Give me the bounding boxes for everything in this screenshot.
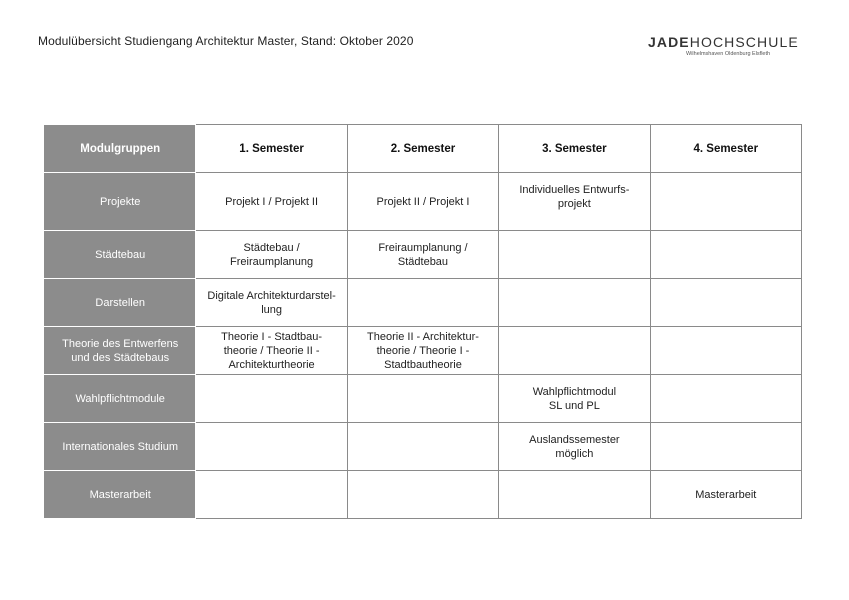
semester-3-cell <box>499 231 650 279</box>
semester-1-cell <box>196 375 347 423</box>
table-header-row <box>45 125 802 173</box>
semester-3-cell <box>499 327 650 375</box>
semester-2-cell <box>347 471 498 519</box>
semester-2-cell <box>347 375 498 423</box>
semester-3-cell: Auslandssemester möglich <box>499 423 650 471</box>
header-semester-2: 2. Semester <box>347 125 498 173</box>
header-semester-4: 4. Semester <box>650 125 801 173</box>
table-body <box>45 173 802 519</box>
logo-name-regular: HOCHSCHULE <box>689 34 799 50</box>
semester-3-cell: Wahlpflichtmodul SL und PL <box>499 375 650 423</box>
semester-4-cell <box>650 327 801 375</box>
table-row <box>45 375 802 423</box>
semester-2-cell: Projekt II / Projekt I <box>347 173 498 231</box>
table-row <box>45 471 802 519</box>
table-row <box>45 423 802 471</box>
logo-wordmark <box>648 34 798 50</box>
semester-1-cell: Theorie I - Stadtbau- theorie / Theorie II - Architekturtheorie <box>196 327 347 375</box>
jade-hochschule-logo <box>648 34 798 57</box>
semester-2-cell <box>347 279 498 327</box>
semester-4-cell <box>650 173 801 231</box>
module-group-label: Projekte <box>45 173 196 231</box>
semester-2-cell <box>347 423 498 471</box>
semester-4-cell <box>650 423 801 471</box>
logo-subtitle: Wilhelmshaven Oldenburg Elsfleth <box>686 51 771 57</box>
module-group-label: Internationales Studium <box>45 423 196 471</box>
header-modulgruppen: Modulgruppen <box>45 125 196 173</box>
module-group-label: Darstellen <box>45 279 196 327</box>
semester-2-cell: Theorie II - Architektur- theorie / Theorie I - Stadtbautheorie <box>347 327 498 375</box>
header-semester-1: 1. Semester <box>196 125 347 173</box>
semester-4-cell <box>650 375 801 423</box>
semester-2-cell: Freiraumplanung / Städtebau <box>347 231 498 279</box>
logo-name-bold: JADE <box>648 34 690 50</box>
document-title: Modulübersicht Studiengang Architektur Master, Stand: Oktober 2020 <box>38 34 414 48</box>
semester-1-cell <box>196 471 347 519</box>
semester-3-cell <box>499 471 650 519</box>
table-row <box>45 279 802 327</box>
table-row <box>45 327 802 375</box>
module-group-label: Masterarbeit <box>45 471 196 519</box>
semester-1-cell: Städtebau / Freiraumplanung <box>196 231 347 279</box>
semester-3-cell: Individuelles Entwurfs- projekt <box>499 173 650 231</box>
header-semester-3: 3. Semester <box>499 125 650 173</box>
semester-4-cell: Masterarbeit <box>650 471 801 519</box>
semester-4-cell <box>650 279 801 327</box>
module-group-label: Theorie des Entwerfens und des Städtebaus <box>45 327 196 375</box>
module-group-label: Wahlpflichtmodule <box>45 375 196 423</box>
semester-1-cell <box>196 423 347 471</box>
module-group-label: Städtebau <box>45 231 196 279</box>
semester-4-cell <box>650 231 801 279</box>
semester-1-cell: Projekt I / Projekt II <box>196 173 347 231</box>
module-overview-table <box>44 124 802 519</box>
semester-3-cell <box>499 279 650 327</box>
table-row <box>45 231 802 279</box>
table-row <box>45 173 802 231</box>
semester-1-cell: Digitale Architekturdarstel- lung <box>196 279 347 327</box>
